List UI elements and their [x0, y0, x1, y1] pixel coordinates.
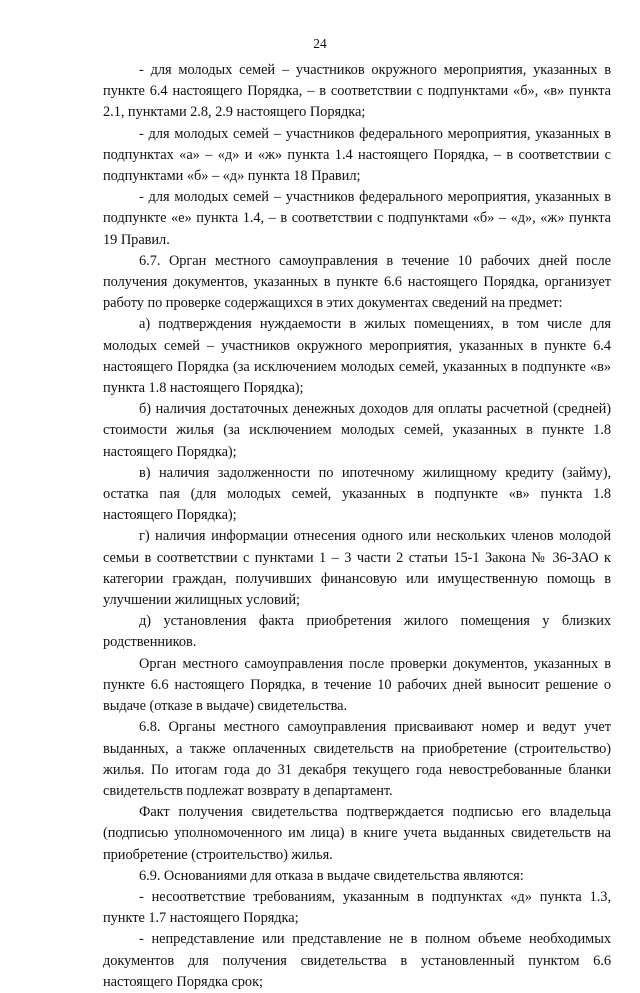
page-number: 24 [313, 36, 327, 51]
paragraph-6-9: 6.9. Основаниями для отказа в выдаче свидетельства являются: [139, 867, 524, 884]
paragraph-federal-participants-e: - для молодых семей – участников федерального мероприятия, указанных в подпункте «е» пункта 1.4, – в соответствии с подпунктами «б» – «д», «ж» пункта 19 Правил. [103, 189, 611, 248]
paragraph-6-7-a: а) подтверждения нуждаемости в жилых помещениях, в том числе для молодых семей – участников окружного мероприятия, указанных в пункте 6.4 настоящего Порядка (за исключением молодых семей, указанных в подпункте «в» пункта 1.8 настоящего Порядка); [103, 316, 611, 397]
paragraph-6-9-mismatch: - несоответствие требованиям, указанным в подпунктах «д» пункта 1.3, пункте 1.7 настоящего Порядка; [103, 888, 611, 927]
paragraph-receipt-signature: Факт получения свидетельства подтверждается подписью его владельца (подписью уполномоченного им лица) в книге учета выданных свидетельств на приобретение (строительство) жилья. [103, 804, 611, 863]
document-body [103, 60, 611, 993]
paragraph-6-8: 6.8. Органы местного самоуправления присваивают номер и ведут учет выданных, а также оплаченных свидетельств на приобретение (строительство) жилья. По итогам года до 31 декабря текущего года невостребованные бланки свидетельств подлежат возврату в департамент. [103, 719, 611, 799]
paragraph-6-9-documents: - непредставление или представление не в полном объеме необходимых документов для получения свидетельства в установленный пунктом 6.6 настоящего Порядка срок; [103, 931, 611, 990]
paragraph-6-7-b: б) наличия достаточных денежных доходов для оплаты расчетной (средней) стоимости жилья (за исключением молодых семей, указанных в пункте 1.8 настоящего Порядка); [103, 401, 611, 460]
paragraph-6-7-v: в) наличия задолженности по ипотечному жилищному кредиту (займу), остатка пая (для молодых семей, указанных в подпункте «в» пункта 1.8 настоящего Порядка); [103, 464, 611, 524]
paragraph-6-7-g: г) наличия информации отнесения одного или нескольких членов молодой семьи в соответствии с пунктами 1 – 3 части 2 статьи 15-1 Закона № 36-ЗАО к категории граждан, получивших финансовую или имущественную помощь в улучшении жилищных условий; [103, 528, 611, 609]
paragraph-6-7-d: д) установления факта приобретения жилого помещения у близких родственников. [103, 613, 611, 651]
paragraph-decision: Орган местного самоуправления после проверки документов, указанных в пункте 6.6 настоящего Порядка, в течение 10 рабочих дней выносит решение о выдаче (отказе в выдаче) свидетельства. [103, 655, 611, 715]
paragraph-federal-participants-a-d-zh: - для молодых семей – участников федерального мероприятия, указанных в подпунктах «а» – «д» и «ж» пункта 1.4 настоящего Порядка, – в соответствии с подпунктами «б» – «д» пункта 18 Правил; [103, 125, 611, 185]
paragraph-okrug-participants: - для молодых семей – участников окружного мероприятия, указанных в пункте 6.4 настоящего Порядка, – в соответствии с подпунктами «б», «в» пункта 2.1, пунктами 2.8, 2.9 настоящего Порядка; [103, 62, 611, 121]
paragraph-6-7: 6.7. Орган местного самоуправления в течение 10 рабочих дней после получения документов, указанных в пункте 6.6 настоящего Порядка, организует работу по проверке содержащихся в этих документах сведений на предмет: [103, 252, 611, 312]
